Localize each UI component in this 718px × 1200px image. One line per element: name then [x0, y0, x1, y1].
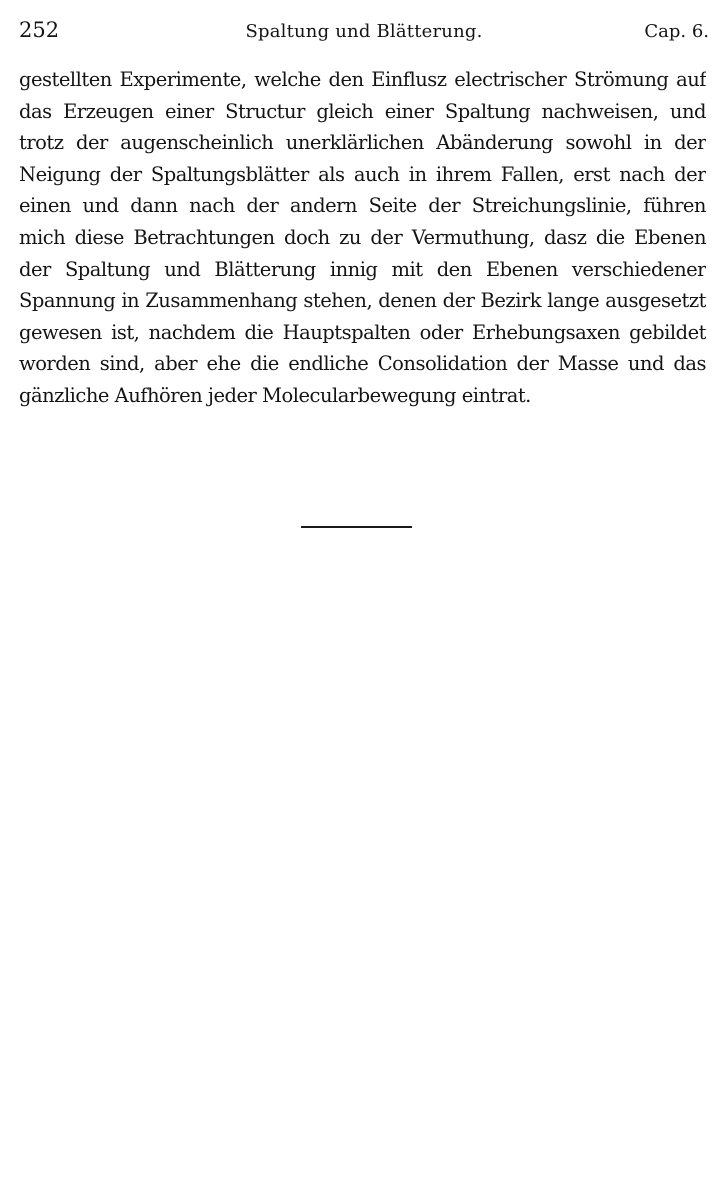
running-head [19, 18, 709, 48]
page-number: 252 [19, 18, 60, 42]
text-line: gestellten Experimente, welche den Einflusz electrischer Strömung auf [19, 68, 706, 91]
body-text [19, 64, 706, 412]
text-line: gewesen ist, nachdem die Hauptspalten oder Erhebungsaxen gebildet [19, 320, 706, 344]
text-line: der Spaltung und Blätterung innig mit den Ebenen verschiedener [19, 257, 706, 281]
text-line: mich diese Betrachtungen doch zu der Vermuthung, dasz die Ebenen [19, 225, 706, 249]
chapter-reference: Cap. 6. [644, 21, 709, 42]
text-line: das Erzeugen einer Structur gleich einer Spaltung nachweisen, und [19, 99, 706, 123]
section-end-rule [301, 526, 412, 528]
text-line: Spannung in Zusammenhang stehen, denen der Bezirk lange ausgesetzt [19, 289, 706, 313]
text-line: trotz der augenscheinlich unerklärlichen Abänderung sowohl in der [19, 131, 706, 155]
running-title: Spaltung und Blätterung. [245, 21, 483, 42]
text-line: gänzliche Aufhören jeder Molecularbewegung eintrat. [19, 383, 531, 407]
text-line: einen und dann nach der andern Seite der Streichungslinie, führen [19, 194, 706, 218]
text-line: worden sind, aber ehe die endliche Consolidation der Masse und das [19, 352, 706, 376]
text-line: Neigung der Spaltungsblätter als auch in ihrem Fallen, erst nach der [19, 162, 706, 186]
